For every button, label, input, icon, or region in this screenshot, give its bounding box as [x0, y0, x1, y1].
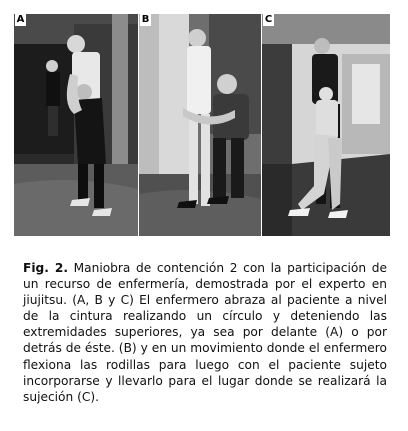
figure-caption	[23, 260, 387, 405]
panel-label-b: B	[141, 14, 150, 25]
photo-panel-a	[14, 14, 138, 236]
panel-label-c: C	[264, 14, 273, 25]
photo-c-illustration	[262, 14, 390, 236]
panel-label-a: A	[16, 14, 25, 25]
photo-panel-b	[139, 14, 261, 236]
photo-b-illustration	[139, 14, 261, 236]
caption-text: Maniobra de contención 2 con la participación de un recurso de enfermería, demostrada por el experto en jiujitsu. (A, B y C) El enfermero abraza al paciente a nivel de la cintura realizando un círculo y deteniendo las extremidades superiores, ya sea por delante (A) o por detrás de éste. (B) y en un movimiento donde el enfermero flexiona las rodillas para luego con el paciente sujeto incorporarse y llevarlo para el lugar donde se realizará la sujeción (C).	[23, 261, 387, 404]
photo-panel-c	[262, 14, 390, 236]
figure-label: Fig. 2.	[23, 261, 68, 275]
figure-photo-strip	[14, 14, 390, 236]
photo-a-illustration	[14, 14, 138, 236]
